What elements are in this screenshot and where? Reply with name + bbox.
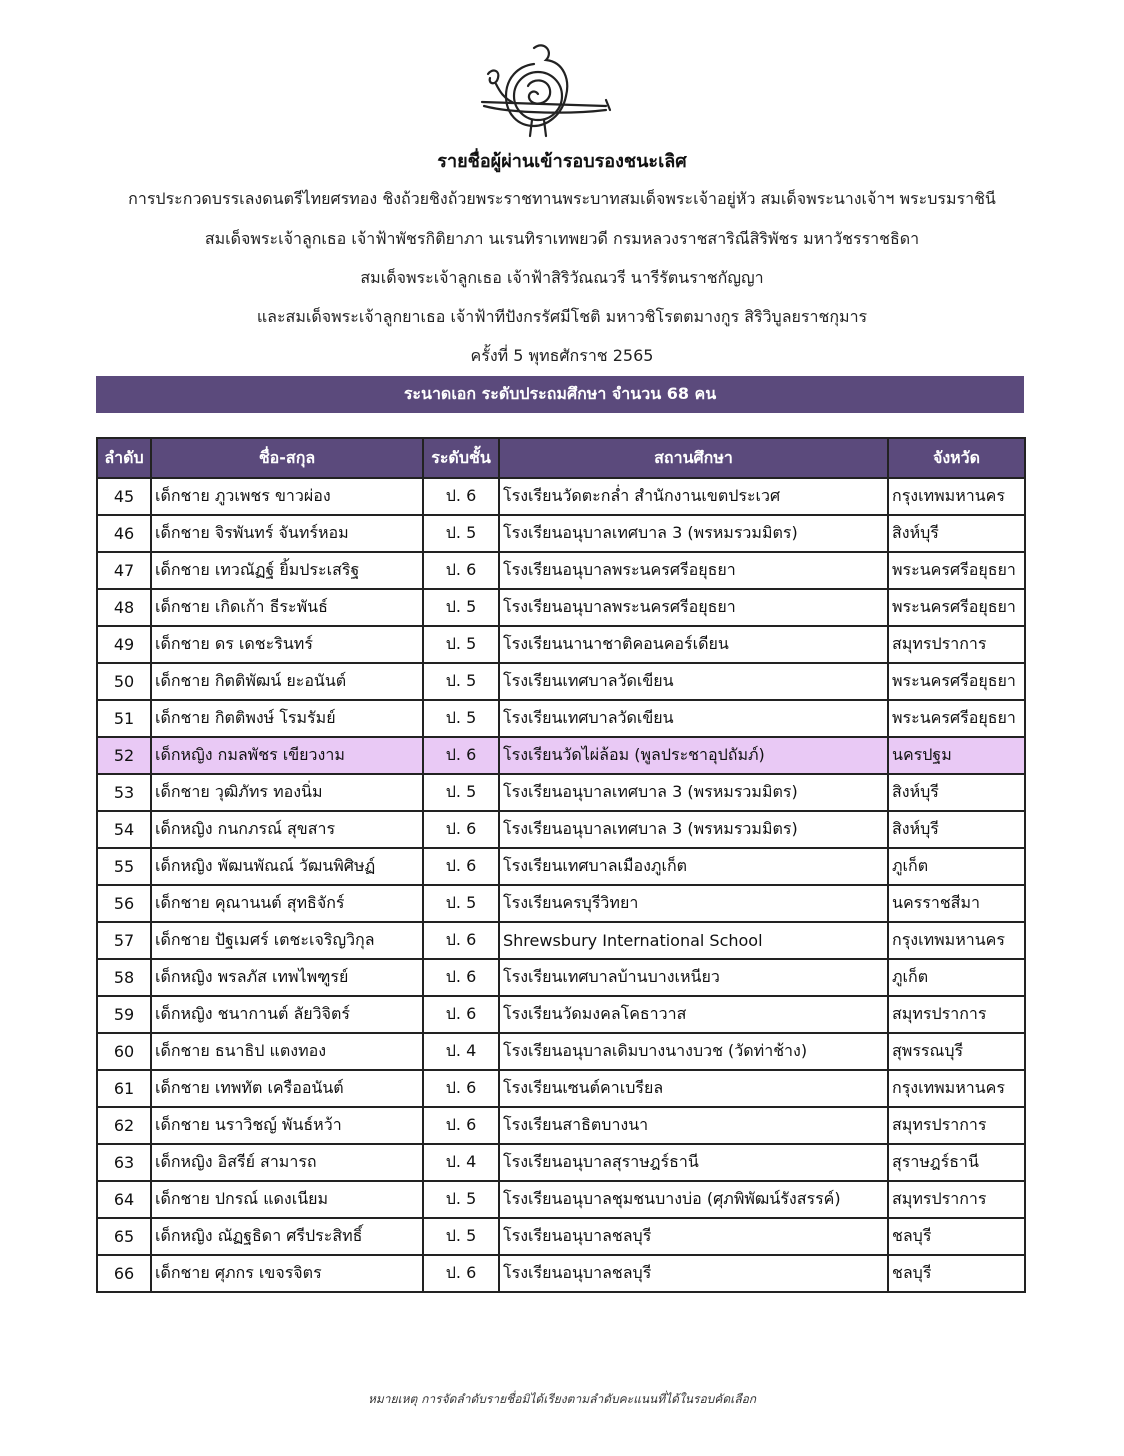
student-name: เด็กหญิง อิสรีย์ สามารถ xyxy=(151,1144,423,1181)
column-header-name: ชื่อ-สกุล xyxy=(151,438,423,478)
row-number: 60 xyxy=(97,1033,151,1070)
table-row xyxy=(97,848,1025,885)
student-name: เด็กชาย เทวณัฏฐ์ ยิ้มประเสริฐ xyxy=(151,552,423,589)
grade-level: ป. 5 xyxy=(423,774,499,811)
province: สุพรรณบุรี xyxy=(888,1033,1025,1070)
province: สมุทรปราการ xyxy=(888,1107,1025,1144)
grade-level: ป. 5 xyxy=(423,700,499,737)
row-number: 52 xyxy=(97,737,151,774)
province: สิงห์บุรี xyxy=(888,811,1025,848)
table-row xyxy=(97,552,1025,589)
row-number: 46 xyxy=(97,515,151,552)
row-number: 61 xyxy=(97,1070,151,1107)
row-number: 57 xyxy=(97,922,151,959)
grade-level: ป. 5 xyxy=(423,626,499,663)
row-number: 64 xyxy=(97,1181,151,1218)
grade-level: ป. 6 xyxy=(423,996,499,1033)
grade-level: ป. 6 xyxy=(423,848,499,885)
province: สมุทรปราการ xyxy=(888,996,1025,1033)
province: สิงห์บุรี xyxy=(888,515,1025,552)
table-row xyxy=(97,885,1025,922)
row-number: 54 xyxy=(97,811,151,848)
province: พระนครศรีอยุธยา xyxy=(888,589,1025,626)
school-name: โรงเรียนอนุบาลเทศบาล 3 (พรหมรวมมิตร) xyxy=(499,774,888,811)
student-name: เด็กชาย คุณานนต์ สุทธิจักร์ xyxy=(151,885,423,922)
row-number: 55 xyxy=(97,848,151,885)
province: กรุงเทพมหานคร xyxy=(888,922,1025,959)
grade-level: ป. 5 xyxy=(423,663,499,700)
grade-level: ป. 6 xyxy=(423,959,499,996)
student-name: เด็กชาย เกิดเก้า ธีระพันธ์ xyxy=(151,589,423,626)
footer-note: หมายเหตุ การจัดลำดับรายชื่อมิได้เรียงตามลำดับคะแนนที่ได้ในรอบคัดเลือก xyxy=(367,1392,757,1406)
row-number: 65 xyxy=(97,1218,151,1255)
school-name: โรงเรียนเทศบาลเมืองภูเก็ต xyxy=(499,848,888,885)
student-name: เด็กชาย ดร เดชะรินทร์ xyxy=(151,626,423,663)
page-title: รายชื่อผู้ผ่านเข้ารอบรองชนะเลิศ xyxy=(437,151,687,172)
province: พระนครศรีอยุธยา xyxy=(888,663,1025,700)
province: ภูเก็ต xyxy=(888,959,1025,996)
table-row xyxy=(97,663,1025,700)
school-name: โรงเรียนสาธิตบางนา xyxy=(499,1107,888,1144)
row-number: 49 xyxy=(97,626,151,663)
school-name: โรงเรียนนานาชาติคอนคอร์เดียน xyxy=(499,626,888,663)
school-name: โรงเรียนอนุบาลพระนครศรีอยุธยา xyxy=(499,552,888,589)
table-row xyxy=(97,959,1025,996)
table-row-highlighted xyxy=(97,737,1025,774)
province: ชลบุรี xyxy=(888,1218,1025,1255)
school-name: โรงเรียนวัดไผ่ล้อม (พูลประชาอุปถัมภ์) xyxy=(499,737,888,774)
row-number: 50 xyxy=(97,663,151,700)
province: นครราชสีมา xyxy=(888,885,1025,922)
province: พระนครศรีอยุธยา xyxy=(888,700,1025,737)
school-name: โรงเรียนอนุบาลเดิมบางนางบวช (วัดท่าช้าง) xyxy=(499,1033,888,1070)
province: ภูเก็ต xyxy=(888,848,1025,885)
table-row xyxy=(97,1107,1025,1144)
table-row xyxy=(97,626,1025,663)
school-name: โรงเรียนวัดมงคลโคธาวาส xyxy=(499,996,888,1033)
column-header-province: จังหวัด xyxy=(888,438,1025,478)
row-number: 58 xyxy=(97,959,151,996)
grade-level: ป. 6 xyxy=(423,1255,499,1292)
row-number: 56 xyxy=(97,885,151,922)
table-row xyxy=(97,996,1025,1033)
province: พระนครศรีอยุธยา xyxy=(888,552,1025,589)
student-name: เด็กชาย ปกรณ์ แดงเนียม xyxy=(151,1181,423,1218)
grade-level: ป. 5 xyxy=(423,885,499,922)
province: สมุทรปราการ xyxy=(888,626,1025,663)
school-name: โรงเรียนอนุบาลชลบุรี xyxy=(499,1218,888,1255)
table-row xyxy=(97,922,1025,959)
school-name: โรงเรียนเทศบาลวัดเขียน xyxy=(499,700,888,737)
province: กรุงเทพมหานคร xyxy=(888,478,1025,515)
table-row xyxy=(97,1255,1025,1292)
subtitle-line-4: และสมเด็จพระเจ้าลูกยาเธอ เจ้าฟ้าทีปังกรรัศมีโชติ มหาวชิโรตตมางกูร สิริวิบูลยราชกุมาร xyxy=(256,307,868,326)
row-number: 53 xyxy=(97,774,151,811)
subtitle-line-5: ครั้งที่ 5 พุทธศักราช 2565 xyxy=(470,346,654,365)
table-row xyxy=(97,478,1025,515)
table-row xyxy=(97,774,1025,811)
school-name: โรงเรียนเซนต์คาเบรียล xyxy=(499,1070,888,1107)
province: ชลบุรี xyxy=(888,1255,1025,1292)
row-number: 51 xyxy=(97,700,151,737)
subtitle-line-2: สมเด็จพระเจ้าลูกเธอ เจ้าฟ้าพัชรกิติยาภา นเรนทิราเทพยวดี กรมหลวงราชสาริณีสิริพัชร มหาวัชรราชธิดา xyxy=(204,229,920,248)
category-banner: ระนาดเอก ระดับประถมศึกษา จำนวน 68 คน xyxy=(96,376,1024,413)
student-name: เด็กชาย นราวิชญ์ พันธ์หว้า xyxy=(151,1107,423,1144)
province: สิงห์บุรี xyxy=(888,774,1025,811)
grade-level: ป. 6 xyxy=(423,811,499,848)
student-name: เด็กหญิง กนกภรณ์ สุขสาร xyxy=(151,811,423,848)
roster-table xyxy=(96,437,1026,1293)
grade-level: ป. 5 xyxy=(423,1218,499,1255)
table-header-row xyxy=(97,438,1025,478)
student-name: เด็กชาย วุฒิภัทร ทองนิ่ม xyxy=(151,774,423,811)
column-header-school: สถานศึกษา xyxy=(499,438,888,478)
grade-level: ป. 5 xyxy=(423,515,499,552)
row-number: 59 xyxy=(97,996,151,1033)
table-row xyxy=(97,1070,1025,1107)
student-name: เด็กชาย จิรพันทร์ จันทร์หอม xyxy=(151,515,423,552)
table-row xyxy=(97,1144,1025,1181)
row-number: 48 xyxy=(97,589,151,626)
table-row xyxy=(97,700,1025,737)
student-name: เด็กชาย ศุภกร เขจรจิตร xyxy=(151,1255,423,1292)
table-row xyxy=(97,1218,1025,1255)
school-name: โรงเรียนวัดตะกล่ำ สำนักงานเขตประเวศ xyxy=(499,478,888,515)
province: สมุทรปราการ xyxy=(888,1181,1025,1218)
ranat-emblem-icon xyxy=(474,40,614,142)
grade-level: ป. 6 xyxy=(423,552,499,589)
school-name: โรงเรียนอนุบาลชลบุรี xyxy=(499,1255,888,1292)
grade-level: ป. 6 xyxy=(423,1107,499,1144)
province: นครปฐม xyxy=(888,737,1025,774)
grade-level: ป. 5 xyxy=(423,589,499,626)
grade-level: ป. 6 xyxy=(423,922,499,959)
subtitle-line-1: การประกวดบรรเลงดนตรีไทยศรทอง ชิงถ้วยชิงถ้วยพระราชทานพระบาทสมเด็จพระเจ้าอยู่หัว สมเด็จพระนางเจ้าฯ พระบรมราชินี xyxy=(128,189,996,208)
school-name: Shrewsbury International School xyxy=(499,922,888,959)
school-name: โรงเรียนครบุรีวิทยา xyxy=(499,885,888,922)
student-name: เด็กชาย ภูวเพชร ขาวผ่อง xyxy=(151,478,423,515)
school-name: โรงเรียนอนุบาลชุมชนบางบ่อ (ศุภพิพัฒน์รังสรรค์) xyxy=(499,1181,888,1218)
table-row xyxy=(97,811,1025,848)
student-name: เด็กชาย กิตติพงษ์ โรมรัมย์ xyxy=(151,700,423,737)
school-name: โรงเรียนอนุบาลพระนครศรีอยุธยา xyxy=(499,589,888,626)
table-row xyxy=(97,1181,1025,1218)
grade-level: ป. 6 xyxy=(423,1070,499,1107)
student-name: เด็กหญิง พัฒนพัณณ์ วัฒนพิศิษฏ์ xyxy=(151,848,423,885)
table-row xyxy=(97,589,1025,626)
school-name: โรงเรียนอนุบาลเทศบาล 3 (พรหมรวมมิตร) xyxy=(499,515,888,552)
student-name: เด็กชาย ปัฐเมศร์ เตชะเจริญวิกุล xyxy=(151,922,423,959)
school-name: โรงเรียนอนุบาลเทศบาล 3 (พรหมรวมมิตร) xyxy=(499,811,888,848)
student-name: เด็กหญิง พรลภัส เทพไพฑูรย์ xyxy=(151,959,423,996)
student-name: เด็กหญิง ณัฏฐธิดา ศรีประสิทธิ์ xyxy=(151,1218,423,1255)
school-name: โรงเรียนเทศบาลบ้านบางเหนียว xyxy=(499,959,888,996)
row-number: 62 xyxy=(97,1107,151,1144)
column-header-number: ลำดับ xyxy=(97,438,151,478)
province: สุราษฎร์ธานี xyxy=(888,1144,1025,1181)
table-row xyxy=(97,1033,1025,1070)
student-name: เด็กชาย ธนาธิป แตงทอง xyxy=(151,1033,423,1070)
student-name: เด็กชาย กิตติพัฒน์ ยะอนันต์ xyxy=(151,663,423,700)
student-name: เด็กหญิง ชนากานต์ ลัยวิจิตร์ xyxy=(151,996,423,1033)
province: กรุงเทพมหานคร xyxy=(888,1070,1025,1107)
grade-level: ป. 4 xyxy=(423,1033,499,1070)
row-number: 47 xyxy=(97,552,151,589)
student-name: เด็กหญิง กมลพัชร เขียวงาม xyxy=(151,737,423,774)
grade-level: ป. 4 xyxy=(423,1144,499,1181)
table-row xyxy=(97,515,1025,552)
row-number: 45 xyxy=(97,478,151,515)
grade-level: ป. 6 xyxy=(423,478,499,515)
grade-level: ป. 5 xyxy=(423,1181,499,1218)
row-number: 63 xyxy=(97,1144,151,1181)
row-number: 66 xyxy=(97,1255,151,1292)
column-header-grade: ระดับชั้น xyxy=(423,438,499,478)
school-name: โรงเรียนอนุบาลสุราษฎร์ธานี xyxy=(499,1144,888,1181)
student-name: เด็กชาย เทพทัต เครืออนันต์ xyxy=(151,1070,423,1107)
school-name: โรงเรียนเทศบาลวัดเขียน xyxy=(499,663,888,700)
grade-level: ป. 6 xyxy=(423,737,499,774)
subtitle-line-3: สมเด็จพระเจ้าลูกเธอ เจ้าฟ้าสิริวัณณวรี นารีรัตนราชกัญญา xyxy=(360,268,764,287)
